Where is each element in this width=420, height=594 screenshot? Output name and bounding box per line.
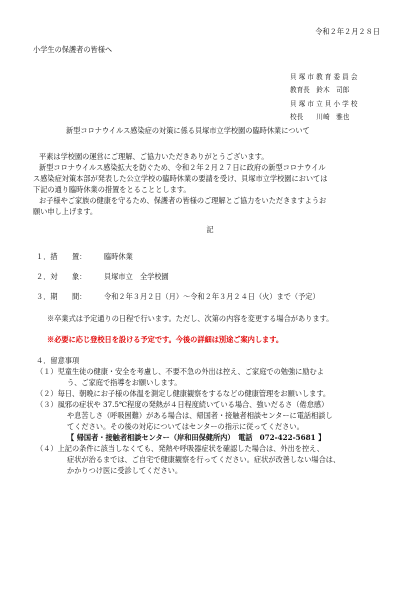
org1-name: 貝 塚 市 教 育 委 員 会 bbox=[290, 73, 358, 81]
body-line: 下記の通り臨時休業の措置をとることとします。 bbox=[33, 185, 191, 194]
caution-line: （２）毎日、朝晩にお子様の体温を測定し健康観察をするなどの健康管理をお願いします。 bbox=[36, 389, 331, 398]
org2-name: 貝 塚 市 立 貝 小 学 校 bbox=[290, 100, 358, 108]
body-line: 新型コロナウイルス感染拡大を防ぐため、令和２年２月２７日に政府の新型コロナウイル bbox=[39, 163, 326, 172]
date: 令和２年２月２８日 bbox=[315, 27, 380, 36]
caution-line: 症状が治るまでは、ご自宅で健康観察を行ってください。症状が改善しない場合は、 bbox=[67, 455, 341, 464]
body-line: ス感染症対策本部が発表した公立学校の臨時休業の要請を受け、貝塚市立学校園においては bbox=[33, 174, 328, 183]
item-value: 令和２年３月２日（月）～令和２年３月２４日（火）まで（予定） bbox=[104, 292, 320, 301]
item-label: ３．期 間： bbox=[36, 292, 87, 301]
caution-line: （１）児童生徒の健康・安全を考慮し、不要不急の外出は控え、ご家庭での勉強に励むよ bbox=[36, 367, 324, 376]
caution-line: う、ご家庭で指導をお願いします。 bbox=[67, 378, 182, 387]
caution-line: （４）上記の条件に該当しなくても、発熱や呼吸器症状を確認した場合は、外出を控え、 bbox=[36, 444, 324, 453]
notice-title: 新型コロナウイルス感染症の対策に係る貝塚市立学校園の臨時休業について bbox=[66, 126, 310, 135]
item-label: １．措 置： bbox=[36, 252, 87, 261]
body-line: お子様やご家族の健康を守るため、保護者の皆様のご理解とご協力をいただきますようお bbox=[39, 196, 327, 205]
caution-line: や息苦しさ（呼吸困難）がある場合は、帰国者・接触者相談センターに電話相談し bbox=[67, 411, 333, 420]
graduation-note: ※卒業式は予定通りの日程で行います。ただし、次第の内容を変更する場合があります。 bbox=[47, 314, 334, 323]
caution-line: てください。その後の対応についてはセンターの指示に従ってください。 bbox=[67, 422, 304, 431]
body-line: 願い申し上げます。 bbox=[33, 207, 98, 216]
consultation-center-line: 【 帰国者・接触者相談センター（岸和田保健所内） 電話 072-422-5681 】 bbox=[67, 433, 326, 442]
item-label: ２．対 象： bbox=[36, 272, 87, 281]
body-line: 平素は学校園の運営にご理解、ご協力いただきありがとうございます。 bbox=[39, 152, 269, 161]
schoolday-note: ※必要に応じ登校日を設ける予定です。今後の詳細は別途ご案内します。 bbox=[47, 335, 284, 344]
caution-title: ４．留意事項 bbox=[36, 356, 80, 365]
caution-line: かかりつけ医に受診してください。 bbox=[67, 466, 183, 475]
item-value: 臨時休業 bbox=[104, 252, 133, 261]
org1-role: 教育長 鈴木 司郎 bbox=[290, 86, 350, 94]
caution-line: （３）風邪の症状や 37.5℃程度の発熱が４日程度続いている場合、強いだるさ（倦怠感） bbox=[36, 400, 329, 409]
addressee: 小学生の保護者の皆様へ bbox=[33, 45, 113, 54]
ki-mark: 記 bbox=[206, 225, 214, 234]
item-value: 貝塚市立 全学校園 bbox=[104, 272, 169, 281]
org2-role: 校長 川崎 雅也 bbox=[290, 113, 350, 121]
